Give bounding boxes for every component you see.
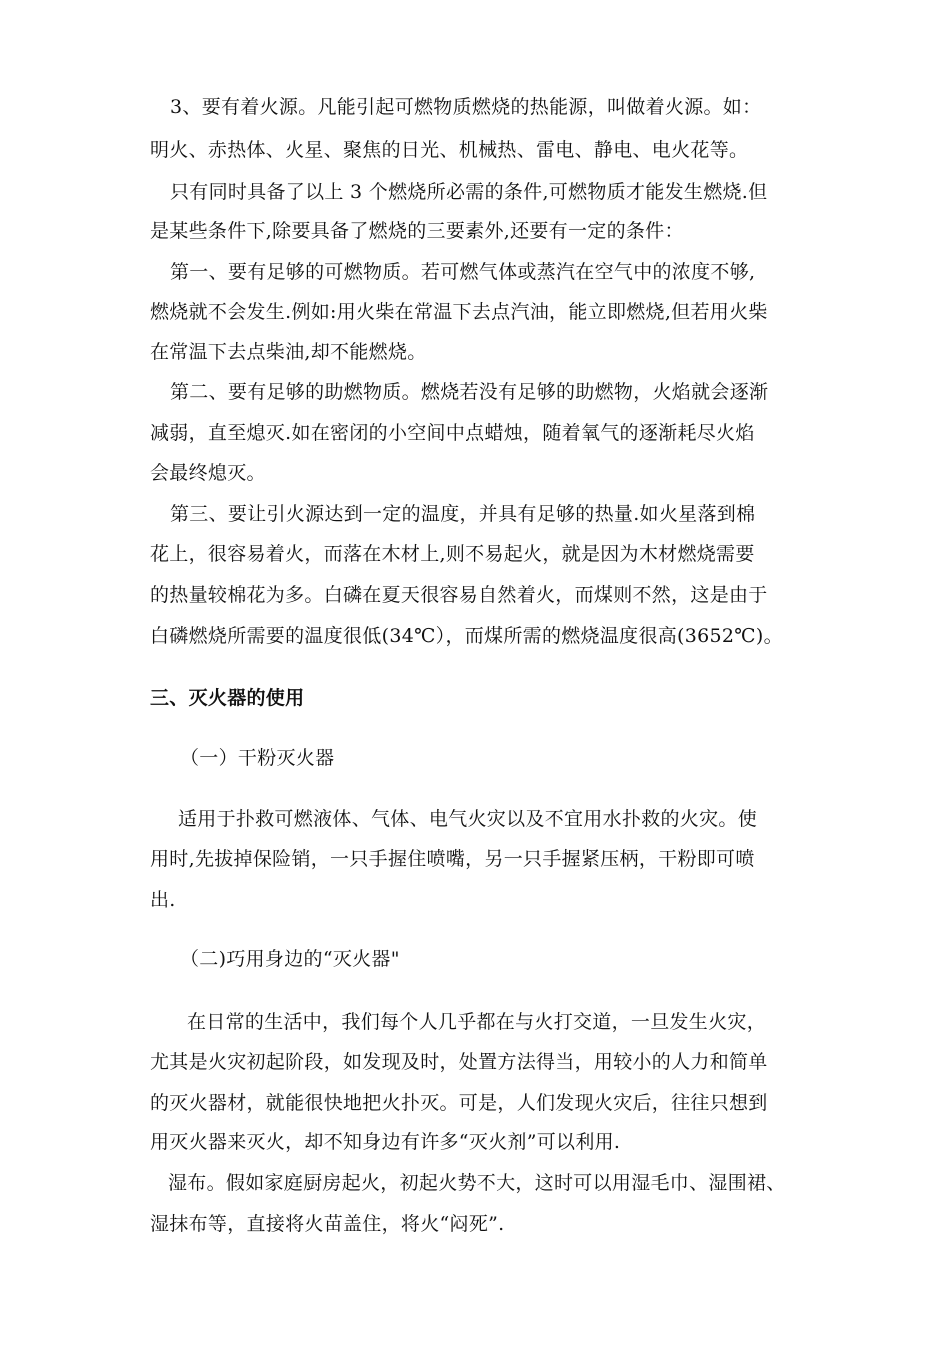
text-line: 湿抹布等，直接将火苗盖住，将火“闷死”. bbox=[150, 1213, 505, 1235]
subsection-heading: （二)巧用身边的“灭火器" bbox=[180, 948, 400, 970]
subsection-heading: （一）干粉灭火器 bbox=[180, 747, 335, 769]
text-line: 第二、要有足够的助燃物质。燃烧若没有足够的助燃物，火焰就会逐渐 bbox=[170, 381, 769, 403]
text-line: 第三、要让引火源达到一定的温度，并具有足够的热量.如火星落到棉 bbox=[170, 503, 756, 525]
text-line: 湿布。假如家庭厨房起火，初起火势不大，这时可以用湿毛巾、湿围裙、 bbox=[168, 1172, 786, 1194]
text-line: 尤其是火灾初起阶段，如发现及时，处置方法得当，用较小的人力和简单 bbox=[150, 1051, 768, 1073]
text-line: 出. bbox=[150, 889, 176, 911]
text-line: 明火、赤热体、火星、聚焦的日光、机械热、雷电、静电、电火花等。 bbox=[150, 139, 749, 161]
text-line: 燃烧就不会发生.例如:用火柴在常温下去点汽油，能立即燃烧,但若用火柴 bbox=[150, 301, 768, 323]
text-line: 会最终熄灭。 bbox=[150, 462, 266, 484]
text-line: 用时,先拔掉保险销，一只手握住喷嘴，另一只手握紧压柄，干粉即可喷 bbox=[150, 848, 755, 870]
text-line: 第一、要有足够的可燃物质。若可燃气体或蒸汽在空气中的浓度不够, bbox=[170, 261, 756, 283]
text-line: 是某些条件下,除要具备了燃烧的三要素外,还要有一定的条件： bbox=[150, 220, 684, 242]
text-line: 只有同时具备了以上 3 个燃烧所必需的条件,可燃物质才能发生燃烧.但 bbox=[170, 181, 768, 203]
text-line: 3、要有着火源。凡能引起可燃物质燃烧的热能源，叫做着火源。如： bbox=[170, 96, 762, 118]
section-heading: 三、灭火器的使用 bbox=[150, 687, 305, 709]
text-line: 在日常的生活中，我们每个人几乎都在与火打交道，一旦发生火灾， bbox=[187, 1011, 767, 1033]
text-line: 的热量较棉花为多。白磷在夏天很容易自然着火，而煤则不然，这是由于 bbox=[150, 584, 768, 606]
text-line: 减弱，直至熄灭.如在密闭的小空间中点蜡烛，随着氧气的逐渐耗尽火焰 bbox=[150, 422, 755, 444]
text-line: 花上，很容易着火，而落在木材上,则不易起火，就是因为木材燃烧需要 bbox=[150, 543, 755, 565]
text-line: 白磷燃烧所需要的温度很低(34℃），而煤所需的燃烧温度很高(3652℃)。 bbox=[150, 625, 783, 647]
text-line: 适用于扑救可燃液体、气体、电气火灾以及不宜用水扑救的火灾。使 bbox=[178, 808, 758, 830]
text-line: 用灭火器来灭火，却不知身边有许多“灭火剂”可以利用. bbox=[150, 1131, 621, 1153]
text-line: 在常温下去点柴油,却不能燃烧。 bbox=[150, 341, 427, 363]
text-line: 的灭火器材，就能很快地把火扑灭。可是，人们发现火灾后，往往只想到 bbox=[150, 1092, 768, 1114]
